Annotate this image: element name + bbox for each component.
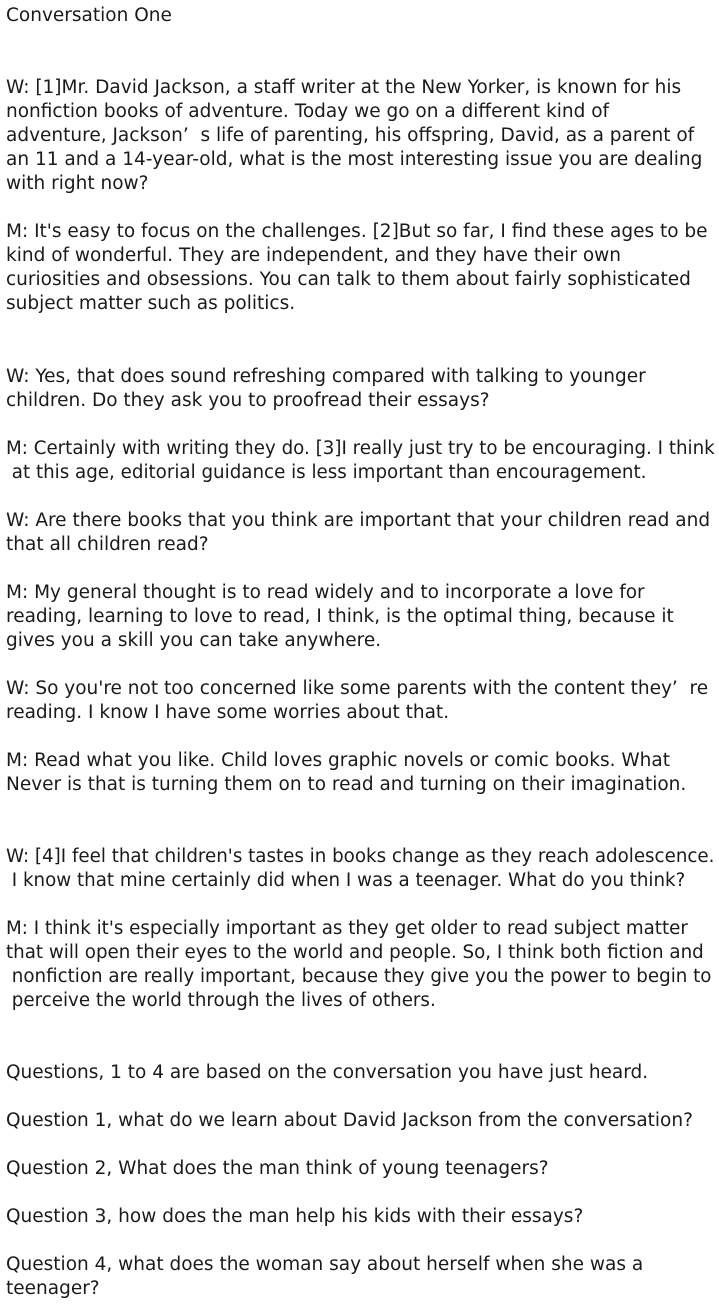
dialogue-paragraph-man-1: M: It's easy to focus on the challenges. [2]But so far, I find these ages to be kind of wonderful. They are independent, and they have their own curiosities and obsessions. You can talk to them about fairly sophisticated subject matter such as politics. xyxy=(6,221,708,314)
question-4: Question 4, what does the woman say about herself when she was a teenager? xyxy=(6,1254,644,1299)
document-title: Conversation One xyxy=(6,5,172,26)
dialogue-paragraph-woman-5: W: [4]I feel that children's tastes in books change as they reach adolescence. I know that mine certainly did when I was a teenager. What do you think? xyxy=(6,846,715,891)
question-3: Question 3, how does the man help his kids with their essays? xyxy=(6,1206,584,1227)
dialogue-paragraph-woman-4: W: So you're not too concerned like some parents with the content they’ re reading. I know I have some worries about that. xyxy=(6,678,709,723)
dialogue-paragraph-woman-1: W: [1]Mr. David Jackson, a staff writer at the New Yorker, is known for his nonfiction books of adventure. Today we go on a different kind of adventure, Jackson’ s life of parenting, his offspring, David, as a parent of an 11 and a 14-year-old, what is the most interesting issue you are dealing with right now? xyxy=(6,77,703,194)
questions-intro: Questions, 1 to 4 are based on the conversation you have just heard. xyxy=(6,1062,649,1083)
dialogue-paragraph-man-4: M: Read what you like. Child loves graphic novels or comic books. What Never is that is turning them on to read and turning on their imagination. xyxy=(6,750,687,795)
question-2: Question 2, What does the man think of young teenagers? xyxy=(6,1158,549,1179)
dialogue-paragraph-woman-2: W: Yes, that does sound refreshing compared with talking to younger children. Do they ask you to proofread their essays? xyxy=(6,366,646,411)
question-1: Question 1, what do we learn about David Jackson from the conversation? xyxy=(6,1110,693,1131)
dialogue-paragraph-man-2: M: Certainly with writing they do. [3]I really just try to be encouraging. I think at this age, editorial guidance is less important than encouragement. xyxy=(6,438,715,483)
dialogue-paragraph-woman-3: W: Are there books that you think are important that your children read and that all children read? xyxy=(6,510,711,555)
dialogue-paragraph-man-5: M: I think it's especially important as they get older to read subject matter that will open their eyes to the world and people. So, I think both fiction and nonfiction are really important, because they give you the power to begin to perceive the world through the lives of others. xyxy=(6,918,712,1011)
dialogue-paragraph-man-3: M: My general thought is to read widely and to incorporate a love for reading, learning to love to read, I think, is the optimal thing, because it gives you a skill you can take anywhere. xyxy=(6,582,674,651)
